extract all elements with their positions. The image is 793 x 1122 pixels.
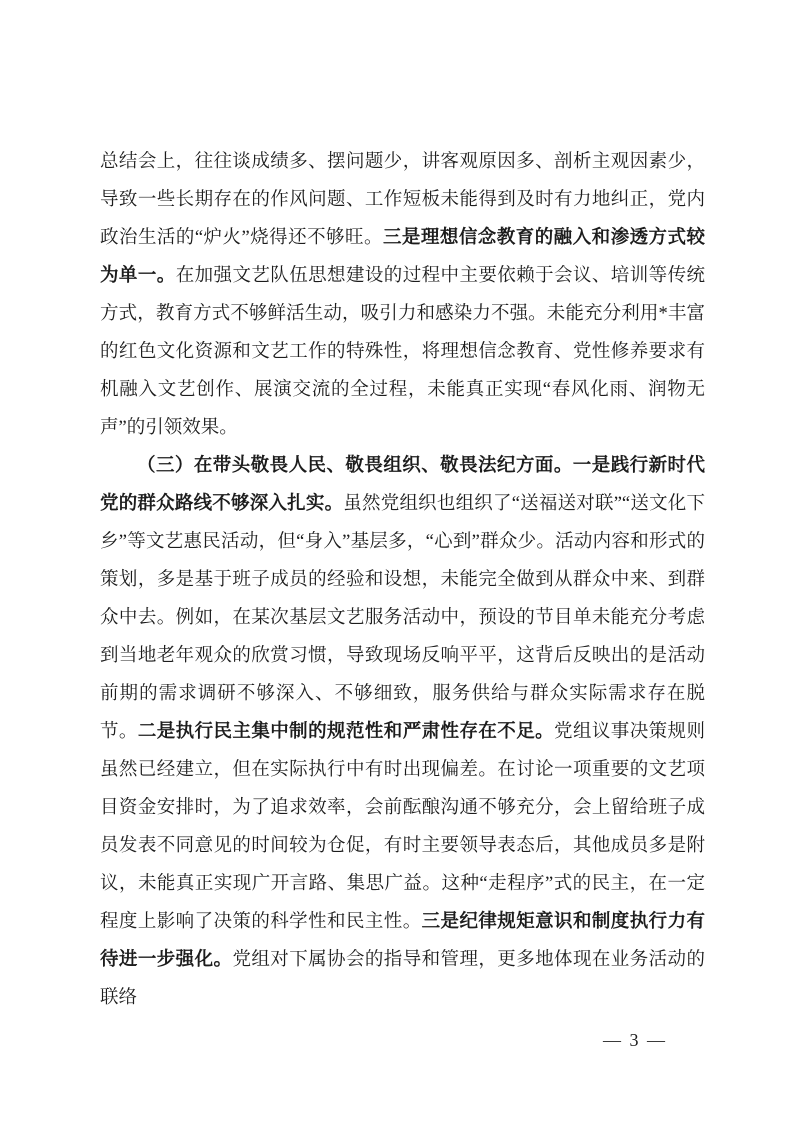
document-body xyxy=(100,143,705,1017)
emphasis-text: （三）在带头敬畏人民、敬畏组织、敬畏法纪方面。 xyxy=(137,456,573,476)
emphasis-text: 二是执行民主集中制的规范性和严肃性存在不足。 xyxy=(137,722,555,742)
page-number: — 3 — xyxy=(603,1030,667,1050)
body-text: 党组议事决策规则虽然已经建立，但在实际执行中有时出现偏差。在讨论一项重要的文艺项目资金安排时，为了追求效率，会前酝酿沟通不够充分，会上留给班子成员发表不同意见的时间较为仓促，有时主要领导表态后，其他成员多是附议，未能真正实现广开言路、集思广益。这种“走程序”式的民主，在一定程度上影响了决策的科学性和民主性。 xyxy=(100,722,705,932)
paragraph xyxy=(100,447,705,1017)
body-text: 总结会上，往往谈成绩多、摆问题少，讲客观原因多、剖析主观因素少，导致一些长期存在的作风问题、工作短板未能得到及时有力地纠正，党内政治生活的“炉火”烧得还不够旺。 xyxy=(100,152,705,248)
emphasis-text: 三是纪律规矩意识和制度执行力有待进一步强化。 xyxy=(100,912,705,970)
paragraph xyxy=(100,143,705,447)
emphasis-text: 三是理想信念教育的融入和渗透方式较为单一。 xyxy=(100,228,705,286)
body-text: 在加强文艺队伍思想建设的过程中主要依赖于会议、培训等传统方式，教育方式不够鲜活生动，吸引力和感染力不强。未能充分利用*丰富的红色文化资源和文艺工作的特殊性，将理想信念教育、党性修养要求有机融入文艺创作、展演交流的全过程，未能真正实现“春风化雨、润物无声”的引领效果。 xyxy=(100,266,705,438)
emphasis-text: 一是践行新时代党的群众路线不够深入扎实。 xyxy=(100,456,705,514)
body-text: 虽然党组织也组织了“送福送对联”“送文化下乡”等文艺惠民活动，但“身入”基层多，“心到”群众少。活动内容和形式的策划，多是基于班子成员的经验和设想，未能完全做到从群众中来、到群众中去。例如，在某次基层文艺服务活动中，预设的节目单未能充分考虑到当地老年观众的欣赏习惯，导致现场反响平平，这背后反映出的是活动前期的需求调研不够深入、不够细致，服务供给与群众实际需求存在脱节。 xyxy=(100,494,705,742)
body-text: 党组对下属协会的指导和管理，更多地体现在业务活动的联络 xyxy=(100,950,705,1008)
